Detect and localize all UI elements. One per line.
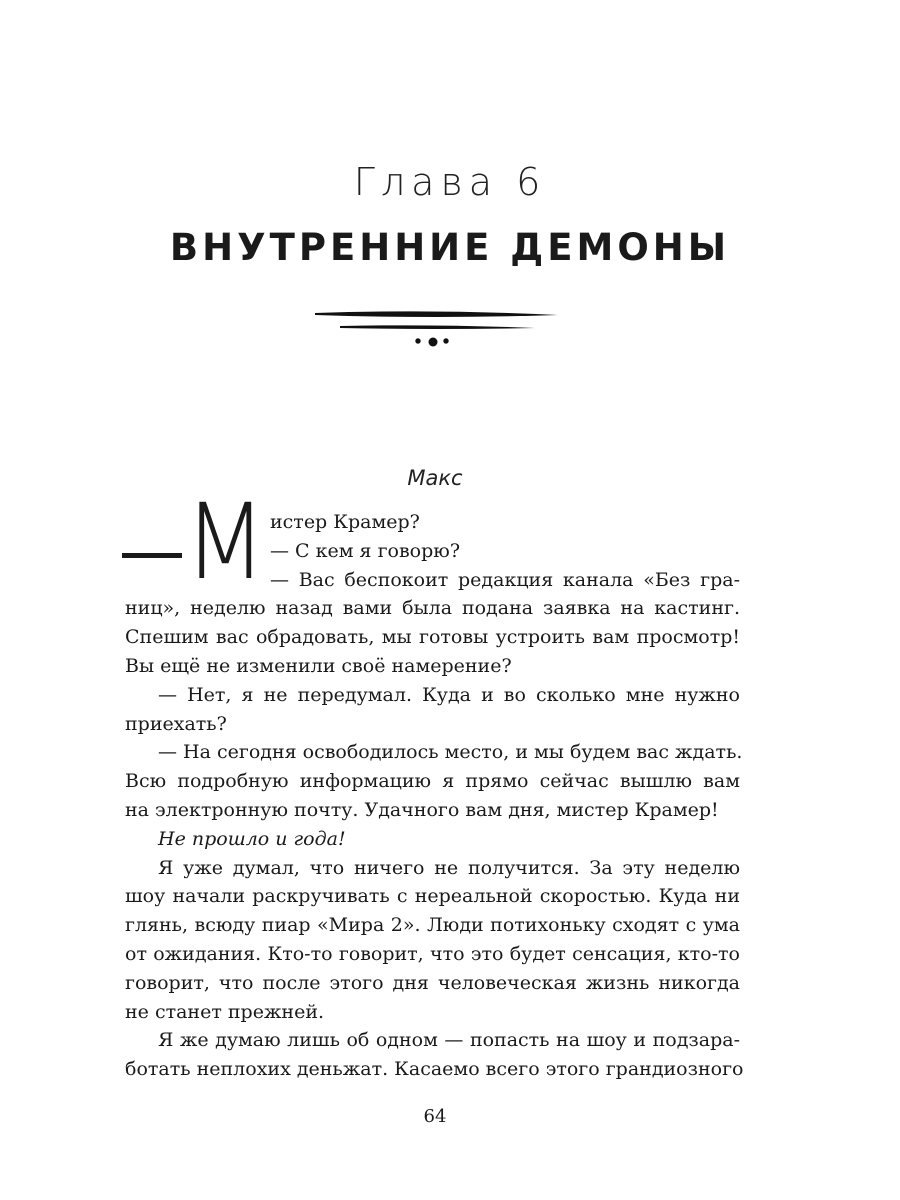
text-line: Спешим вас обрадовать, мы готовы устроить вам просмотр! — [125, 626, 740, 649]
text-line: Я же думаю лишь об одном — попасть на шоу и подзара- — [158, 1029, 740, 1052]
text-line: Я уже думал, что ничего не получится. За эту неделю — [158, 856, 740, 879]
chapter-title: ВНУТРЕННИЕ ДЕМОНЫ — [169, 226, 731, 269]
text-line: шоу начали раскручивать с нереальной скоростью. Куда ни — [125, 885, 740, 908]
text-line: истер Крамер? — [270, 511, 420, 533]
text-line: говорит, что после этого дня человеческая жизнь никогда — [125, 971, 740, 994]
text-line: от ожидания. Кто-то говорит, что это будет сенсация, кто-то — [125, 942, 740, 965]
text-line: Всю подробную информацию я прямо сейчас вышлю вам — [125, 770, 740, 793]
text-line: — Нет, я не передумал. Куда и во сколько мне нужно — [158, 683, 740, 706]
text-line: глянь, всюду пиар «Мира 2». Люди потихоньку сходят с ума — [125, 914, 740, 937]
text-line: приехать? — [125, 712, 227, 735]
text-line: ботать неплохих деньжат. Касаемо всего этого грандиозного — [125, 1058, 744, 1081]
text-line: — На сегодня освободилось место, и мы будем вас ждать. — [158, 741, 743, 764]
text-line: — С кем я говорю? — [270, 539, 460, 562]
text-line: не станет прежней. — [125, 1000, 325, 1023]
text-line: Не прошло и года! — [158, 827, 346, 850]
text-line: на электронную почту. Удачного вам дня, мистер Крамер! — [125, 798, 719, 821]
dropcap-letter: М — [184, 481, 267, 603]
chapter-label: Глава 6 — [353, 160, 547, 204]
ornament-divider-icon — [310, 300, 560, 350]
text-line: — Вас беспокоит редакция канала «Без гра- — [270, 568, 740, 591]
page-number: 64 — [423, 1106, 447, 1127]
text-line: ниц», неделю назад вами была подана заявка на кастинг. — [125, 597, 740, 620]
text-line: Вы ещё не изменили своё намерение? — [125, 654, 512, 677]
body-text — [125, 508, 744, 1084]
pov-character: Макс — [407, 466, 463, 490]
